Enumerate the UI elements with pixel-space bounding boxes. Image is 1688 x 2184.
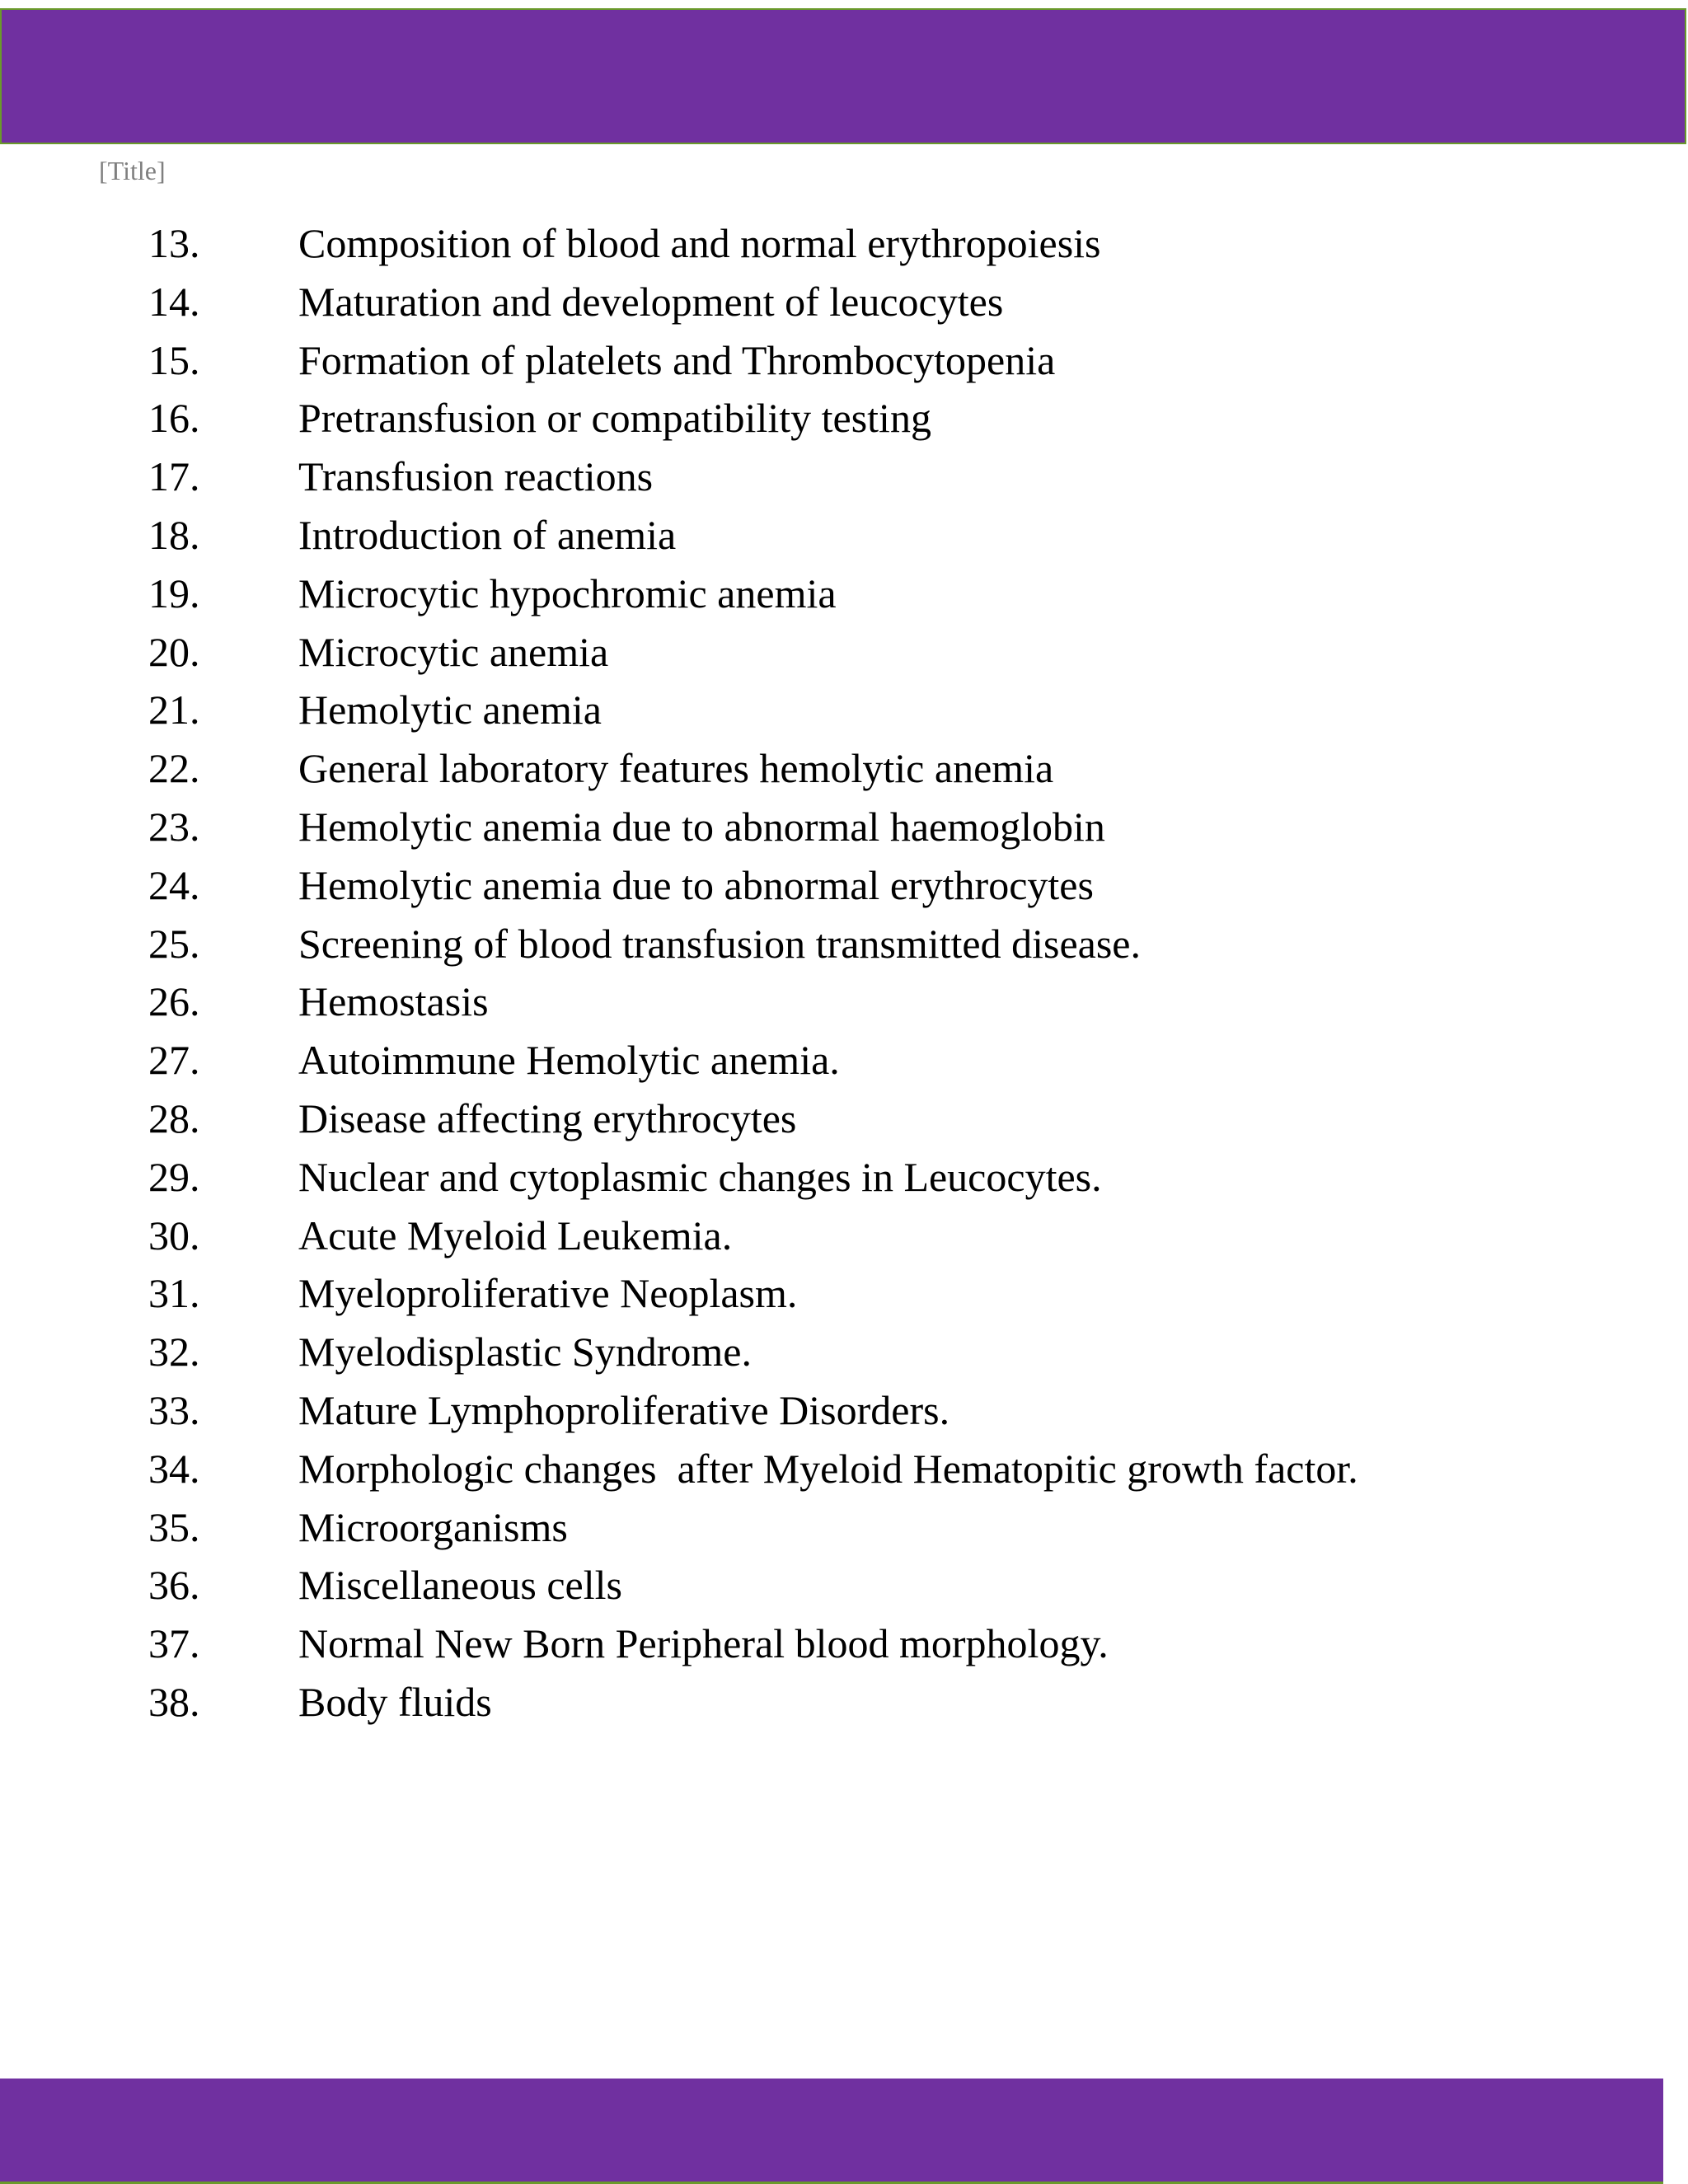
toc-list xyxy=(0,218,1688,1736)
toc-item xyxy=(0,335,1688,394)
toc-item xyxy=(0,1211,1688,1269)
toc-item-text: General laboratory features hemolytic anemia xyxy=(298,745,1054,792)
toc-item-number: 31. xyxy=(148,1270,200,1317)
toc-item-text: Hemolytic anemia due to abnormal erythrocytes xyxy=(298,861,1094,908)
toc-item xyxy=(0,919,1688,977)
toc-item xyxy=(0,1035,1688,1094)
toc-item xyxy=(0,685,1688,743)
toc-item-text: Myelodisplastic Syndrome. xyxy=(298,1329,752,1376)
toc-item-text: Myeloproliferative Neoplasm. xyxy=(298,1270,798,1317)
title-placeholder[interactable]: [Title] xyxy=(99,156,166,185)
toc-item-text: Formation of platelets and Thrombocytopenia xyxy=(298,336,1056,383)
toc-item-number: 28. xyxy=(148,1094,200,1141)
toc-item xyxy=(0,743,1688,802)
toc-item-number: 13. xyxy=(148,220,200,266)
toc-item xyxy=(0,510,1688,569)
toc-item-text: Disease affecting erythrocytes xyxy=(298,1094,797,1141)
toc-item-text: Hemolytic anemia xyxy=(298,687,602,733)
toc-item-text: Autoimmune Hemolytic anemia. xyxy=(298,1037,840,1084)
toc-item-number: 30. xyxy=(148,1212,200,1258)
toc-item-text: Screening of blood transfusion transmitted disease. xyxy=(298,920,1141,967)
toc-item-text: Miscellaneous cells xyxy=(298,1562,622,1609)
toc-item xyxy=(0,1619,1688,1677)
toc-item-text: Acute Myeloid Leukemia. xyxy=(298,1212,733,1258)
toc-item-text: Normal New Born Peripheral blood morphology. xyxy=(298,1620,1109,1667)
toc-item-text: Hemolytic anemia due to abnormal haemoglobin xyxy=(298,803,1105,850)
toc-item xyxy=(0,1385,1688,1444)
toc-item-number: 32. xyxy=(148,1329,200,1376)
toc-item-text: Hemostasis xyxy=(298,978,489,1025)
toc-item-number: 15. xyxy=(148,336,200,383)
toc-item-number: 18. xyxy=(148,511,200,558)
toc-item xyxy=(0,627,1688,686)
toc-item xyxy=(0,1444,1688,1502)
toc-item-number: 14. xyxy=(148,278,200,325)
toc-item-number: 16. xyxy=(148,395,200,442)
toc-item-text: Transfusion reactions xyxy=(298,453,654,500)
toc-item-number: 20. xyxy=(148,628,200,675)
footer-band xyxy=(0,2079,1663,2184)
toc-item-number: 23. xyxy=(148,803,200,850)
toc-item xyxy=(0,1152,1688,1211)
toc-item xyxy=(0,1560,1688,1619)
toc-item-number: 29. xyxy=(148,1153,200,1200)
toc-item-number: 17. xyxy=(148,453,200,500)
toc-item-text: Mature Lymphoproliferative Disorders. xyxy=(298,1386,950,1433)
toc-item xyxy=(0,1502,1688,1561)
toc-item xyxy=(0,218,1688,277)
toc-item xyxy=(0,277,1688,335)
toc-item-text: Morphologic changes after Myeloid Hematopitic growth factor. xyxy=(298,1445,1358,1492)
toc-item-text: Nuclear and cytoplasmic changes in Leucocytes. xyxy=(298,1153,1102,1200)
toc-item xyxy=(0,569,1688,627)
toc-item-number: 34. xyxy=(148,1445,200,1492)
toc-item-text: Pretransfusion or compatibility testing xyxy=(298,395,931,442)
toc-item-text: Microcytic hypochromic anemia xyxy=(298,569,837,616)
toc-item-number: 25. xyxy=(148,920,200,967)
toc-item-number: 26. xyxy=(148,978,200,1025)
toc-item-number: 24. xyxy=(148,861,200,908)
toc-item xyxy=(0,1094,1688,1152)
toc-item xyxy=(0,802,1688,860)
toc-item-number: 38. xyxy=(148,1678,200,1725)
toc-item xyxy=(0,393,1688,452)
toc-item-number: 27. xyxy=(148,1037,200,1084)
toc-item-number: 22. xyxy=(148,745,200,792)
toc-item-text: Microcytic anemia xyxy=(298,628,609,675)
toc-item-text: Composition of blood and normal erythropoiesis xyxy=(298,220,1101,266)
toc-item-number: 33. xyxy=(148,1386,200,1433)
toc-item-number: 37. xyxy=(148,1620,200,1667)
toc-item xyxy=(0,1268,1688,1327)
toc-item-text: Introduction of anemia xyxy=(298,511,677,558)
toc-item-number: 21. xyxy=(148,687,200,733)
toc-item-number: 36. xyxy=(148,1562,200,1609)
header-band xyxy=(0,8,1686,144)
toc-item xyxy=(0,1677,1688,1736)
toc-item-number: 19. xyxy=(148,569,200,616)
toc-item xyxy=(0,1327,1688,1385)
toc-item xyxy=(0,977,1688,1035)
toc-item-number: 35. xyxy=(148,1503,200,1550)
toc-item-text: Microorganisms xyxy=(298,1503,568,1550)
toc-item-text: Body fluids xyxy=(298,1678,492,1725)
toc-item xyxy=(0,860,1688,919)
toc-item xyxy=(0,452,1688,510)
toc-item-text: Maturation and development of leucocytes xyxy=(298,278,1004,325)
